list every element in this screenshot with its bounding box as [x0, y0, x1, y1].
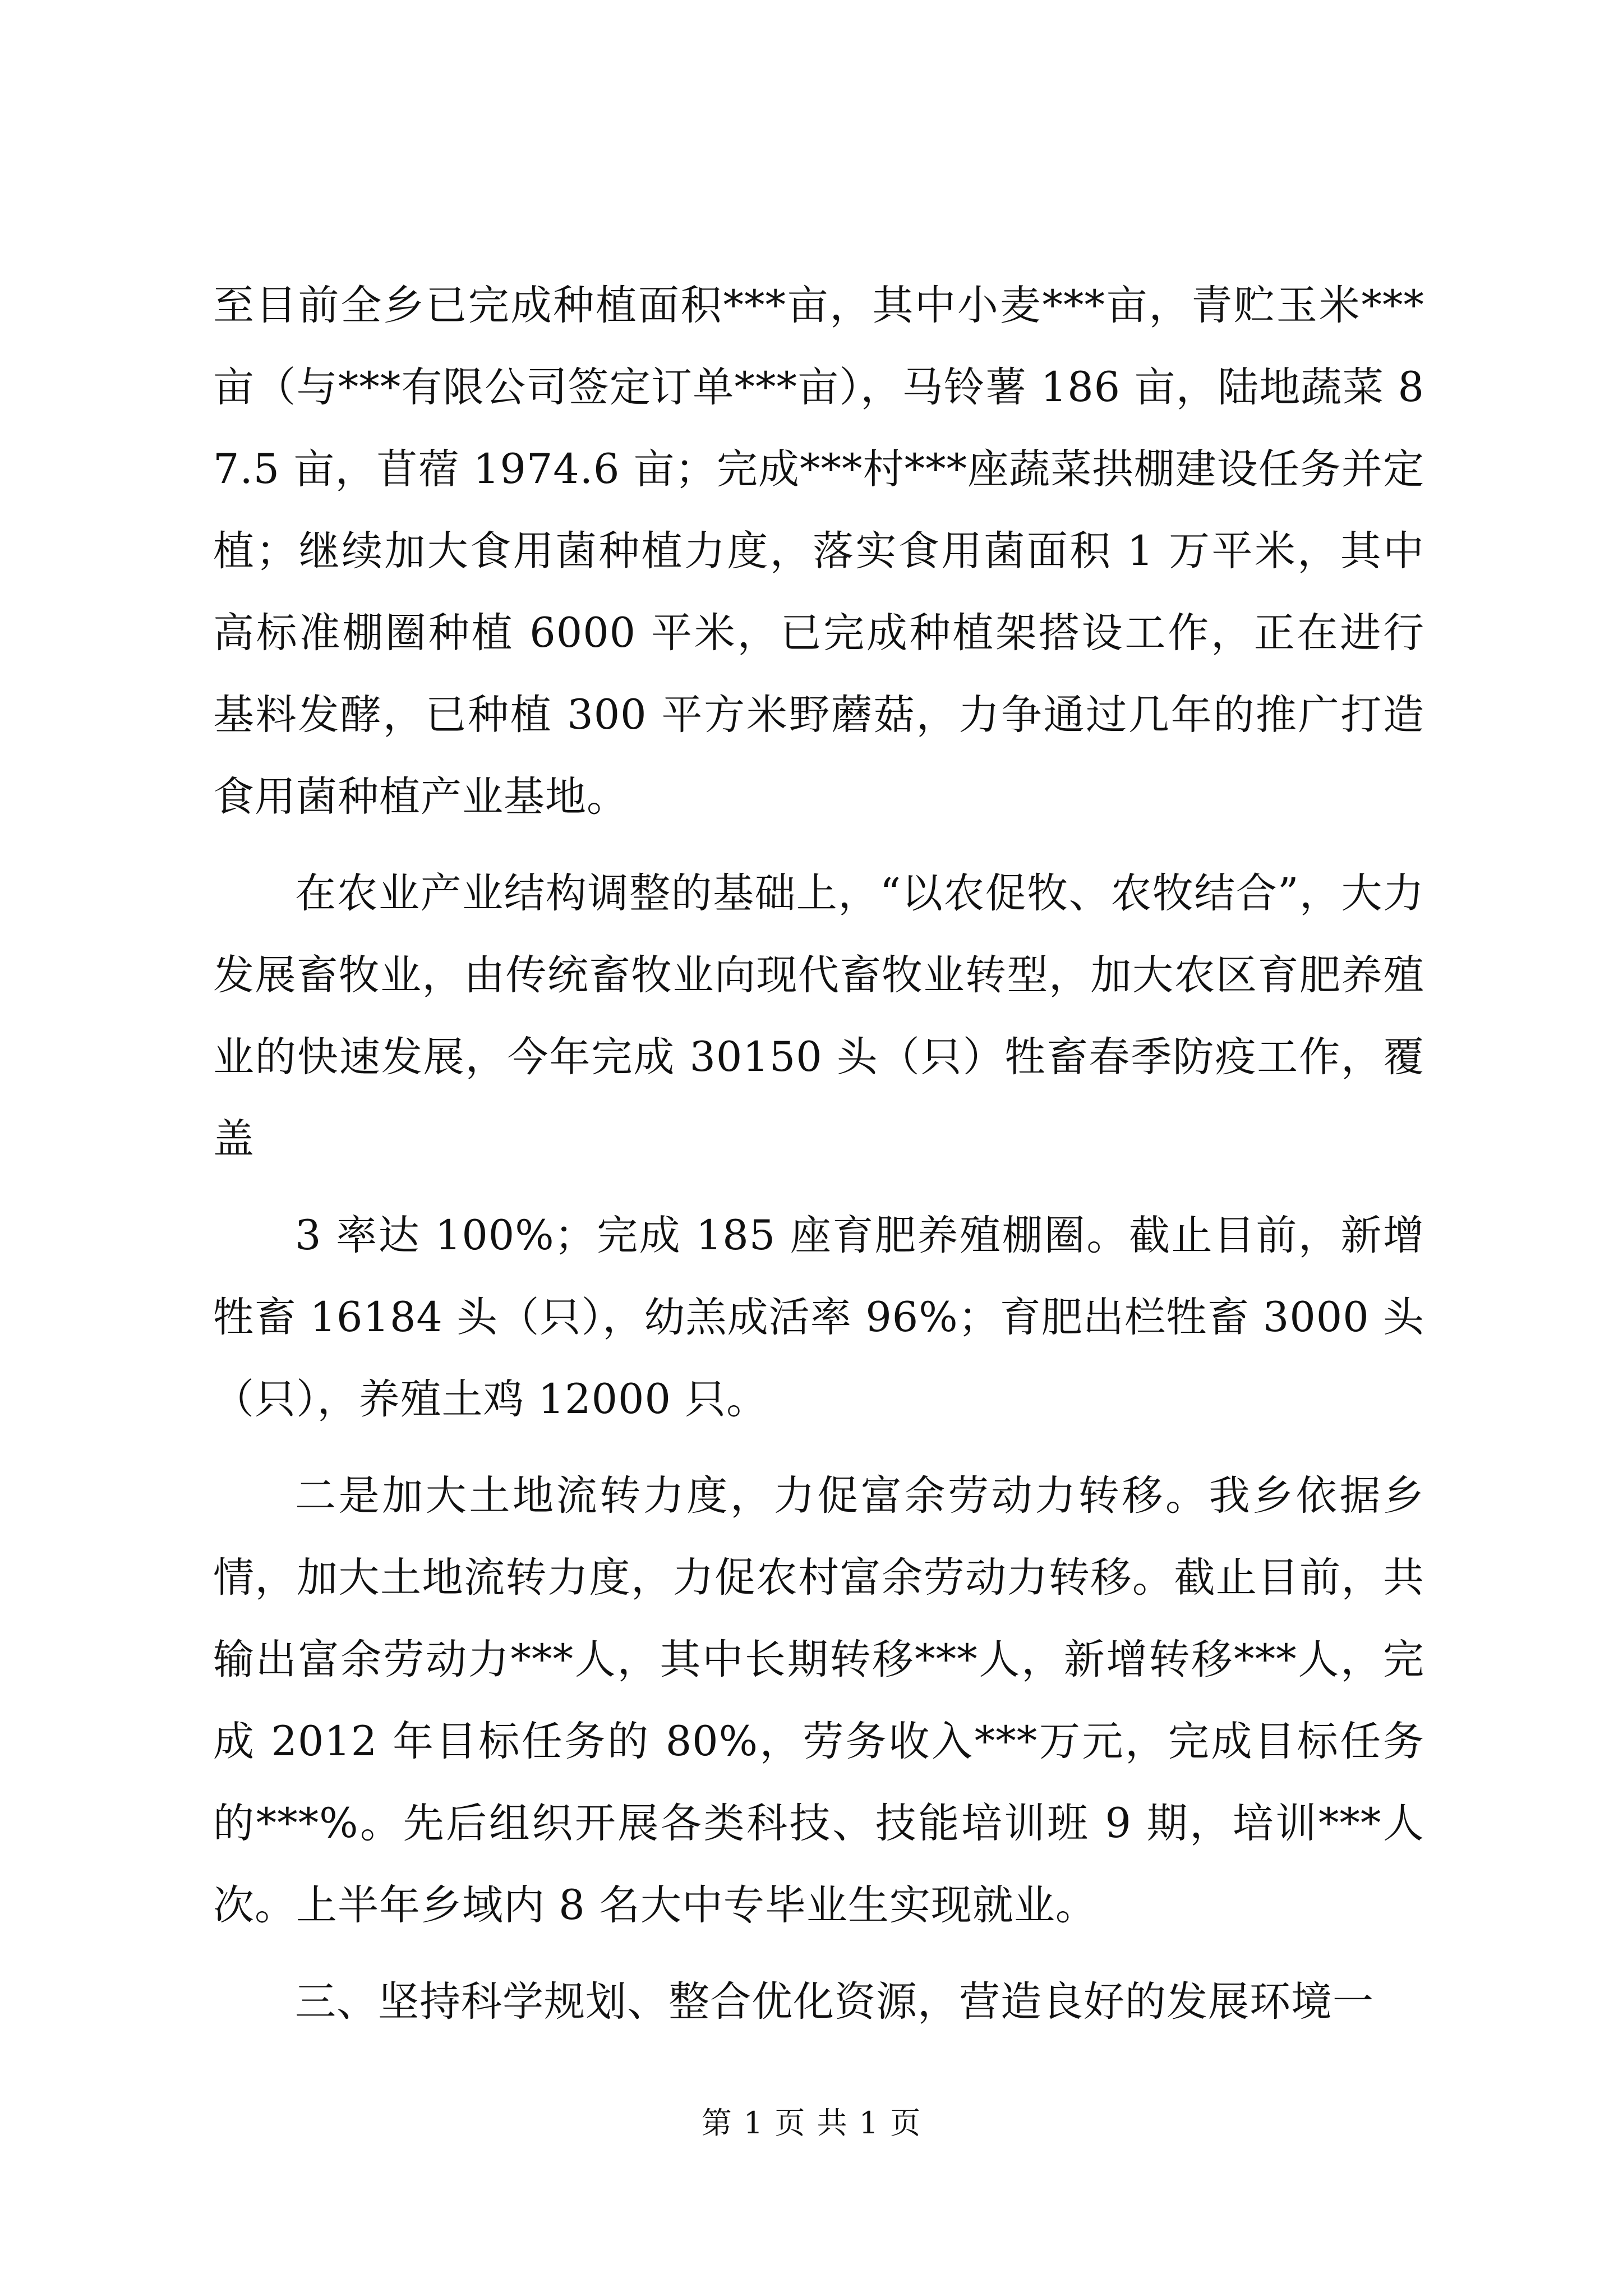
- paragraph-planting-area: 至目前全乡已完成种植面积***亩，其中小麦***亩，青贮玉米***亩（与***有限公司签定订单***亩），马铃薯 186 亩，陆地蔬菜 87.5 亩，苜蓿 1974.6 亩；完成***村***座蔬菜拱棚建设任务并定植；继续加大食用菌种植力度，落实食用菌面积 1 万平米，其中高标准棚圈种植 6000 平米，已完成种植架搭设工作，正在进行基料发酵，已种植 300 平方米野蘑菇，力争通过几年的推广打造食用菌种植产业基地。: [213, 282, 1424, 821]
- paragraph-livestock-development: 在农业产业结构调整的基础上，“以农促牧、农牧结合”，大力发展畜牧业，由传统畜牧业向现代畜牧业转型，加大农区育肥养殖业的快速发展，今年完成 30150 头（只）牲畜春季防疫工作，覆盖: [213, 869, 1424, 1163]
- paragraph-labor-transfer: 二是加大土地流转力度，力促富余劳动力转移。我乡依据乡情，加大土地流转力度，力促农村富余劳动力转移。截止目前，共输出富余劳动力***人，其中长期转移***人，新增转移***人，完成 2012 年目标任务的 80%，劳务收入***万元，完成目标任务的***%。先后组织开展各类科技、技能培训班 9 期，培训***人次。上半年乡域内 8 名大中专毕业生实现就业。: [213, 1472, 1424, 1929]
- document-body: [213, 265, 1424, 2058]
- page-footer: 第 1 页 共 1 页: [701, 2105, 922, 2141]
- paragraph-livestock-stats: 3 率达 100%；完成 185 座育肥养殖棚圈。截止目前，新增牲畜 16184 头（只），幼羔成活率 96%；育肥出栏牲畜 3000 头（只），养殖土鸡 12000 只。: [213, 1212, 1424, 1423]
- paragraph-section-three-heading: 三、坚持科学规划、整合优化资源，营造良好的发展环境一: [295, 1978, 1374, 2026]
